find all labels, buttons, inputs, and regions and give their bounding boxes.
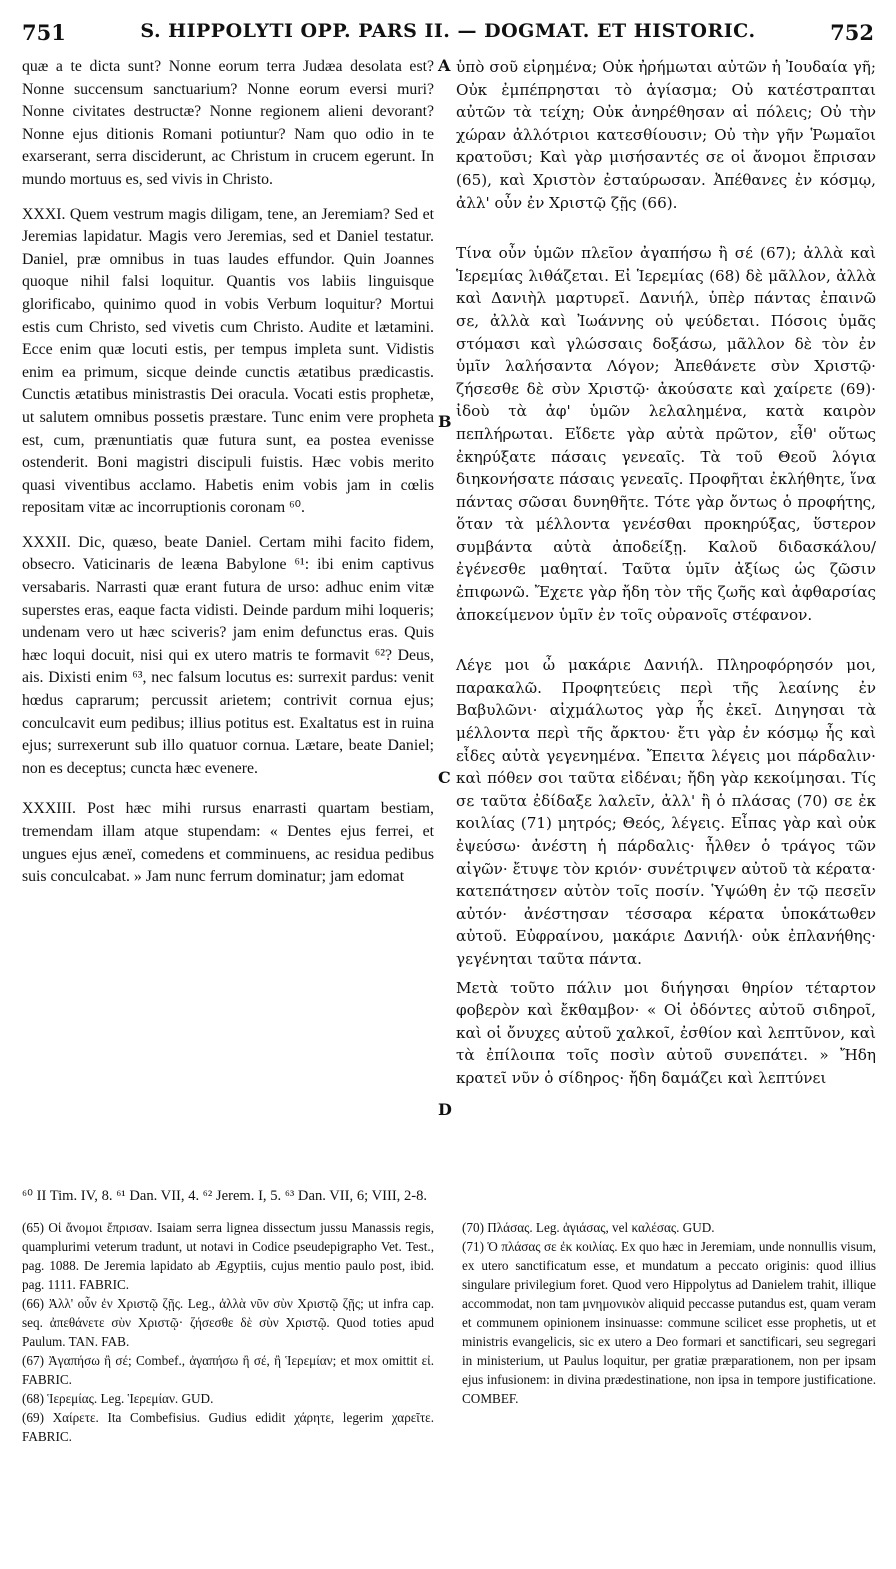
margin-marker-a: A [438,56,451,75]
page-number-right: 752 [830,20,874,45]
margin-marker-b: B [438,412,452,431]
running-title: S. HIPPOLYTI OPP. PARS II. — DOGMAT. ET HISTORIC. [140,20,756,42]
margin-marker-c: C [438,768,451,787]
latin-paragraph-1: quæ a te dicta sunt? Nonne eorum terra Judæa desolata est? Nonne succensum sanctuarium? Nonne eorum eversi muri? Nonne civitates destructæ? Nonne regionem alieni devorant? Nonne ejus ditionis Romani potiuntur? Nam quo odio in te exarserant, serra disciderunt, ac Christum in crucem egerunt. In mundo mortuus es, sed vivis in Christo. [22,58,434,188]
latin-column [22,56,434,889]
note-65: (65) Οἱ ἄνομοι ἔπρισαν. Isaiam serra lignea dissectum jussu Manassis regis, quamplurimi veterum tradunt, ut notavi in Codice pseudepigrapho Vet. Test., pag. 1088. De Jeremia lapidato ab Ægyptiis, cujus mentio paulo post, ibid. pag. 1111. FABRIC. [22,1220,434,1292]
note-70: (70) Πλάσας. Leg. ἁγιάσας, vel καλέσας. GUD. [462,1220,715,1235]
page-header [22,20,874,48]
note-69: (69) Χαίρετε. Ita Combefisius. Gudius edidit χάρητε, legerim χαρεῖτε. FABRIC. [22,1410,434,1444]
latin-paragraph-31: XXXI. Quem vestrum magis diligam, tene, an Jeremiam? Sed et Jeremias lapidatur. Magis vero Jeremias, sed et Daniel testatur. Daniel, præ omnibus in tuas laudes effundor. Quin Joannes quoque nihil falsi loquitur. Quantis vos labiis linguisque glorificabo, quinimo quod in vobis Verbum loquitur? Mortui estis cum Christo, sed vivetis cum Christo. Audite et lætamini. Ecce enim quæ locuti estis, per tempus impleta sunt. Vidistis enim ea primum, sicque deinde cunctis ætatibus prædicastis. Cunctis ætatibus ministrastis Dei oracula. Vocati estis prophetæ, ut salutem omnibus possetis præstare. Tunc enim vere propheta est, cum, prænuntiatis quæ futura sunt, ea postea evenisse ostenderit. Boni magistri discipuli fuistis. Hæc vobis merito quasi viventibus acclamo. Habetis enim vobis jam in cœlis repositam vitæ ac incorruptionis coronam ⁶⁰. [22,205,434,517]
scripture-footnotes: ⁶⁰ II Tim. IV, 8. ⁶¹ Dan. VII, 4. ⁶² Jerem. I, 5. ⁶³ Dan. VII, 6; VIII, 2-8. [22,1188,428,1204]
note-67: (67) Ἀγαπήσω ἢ σέ; Combef., ἀγαπήσω ἢ σέ, ἢ Ἱερεμίαν; et mox omittit εἰ. FABRIC. [22,1353,434,1387]
note-66: (66) Ἀλλ' οὖν ἐν Χριστῷ ζῇς. Leg., ἀλλὰ νῦν σὺν Χριστῷ ζῇς; ut infra cap. seq. ἀπεθάνετε σὺν Χριστῷ· ζήσεσθε δὲ σὺν Χριστῷ. Quod toties apud Paulum. TAN. FAB. [22,1296,434,1349]
note-68: (68) Ἱερεμίας. Leg. Ἱερεμίαν. GUD. [22,1391,214,1406]
greek-paragraph-33: Μετὰ τοῦτο πάλιν μοι διήγησαι θηρίον τέταρτον φοβερὸν καὶ ἔκθαμβον· « Οἱ ὀδόντες αὐτοῦ σιδηροῖ, καὶ οἱ ὄνυχες αὐτοῦ χαλκοῖ, ἐσθίον καὶ λεπτῦνον, καὶ τὰ ἐπίλοιπα τοῖς ποσὶν αὐτοῦ συνεπάτει. » Ἤδη κρατεῖ νῦν ὁ σίδηρος· ἤδη δαμάζει καὶ λεπτύνει [456,978,876,1087]
notes-right-column [462,1218,876,1408]
greek-paragraph-31: Τίνα οὖν ὑμῶν πλεῖον ἀγαπήσω ἢ σέ (67); ἀλλὰ καὶ Ἱερεμίας λιθάζεται. Εἰ Ἱερεμίας (68) δὲ μᾶλλον, ἀλλὰ καὶ Δανιὴλ μαρτυρεῖ. Δανιήλ, ὑπὲρ πάντας ἐπαινῶ σε, ἀλλὰ καὶ Ἰωάννης οὐ ψεύδεται. Πόσοις ὑμᾶς στόμασι καὶ γλώσσαις δοξάσω, μᾶλλον δὲ τὸν ἐν ὑμῖν λαλήσαντα Λόγον; Ἀπεθάνετε σὺν Χριστῷ· ζήσεσθε δὲ σὺν Χριστῷ· ἀκούσατε καὶ χαίρετε (69)· ἰδοὺ τὰ ἀφ' ὑμῶν λελαλημένα, κατὰ καιρὸν πεπλήρωται. Εἴδετε γὰρ αὐτὰ πρῶτον, εἶθ' οὕτως ἐκηρύξατε πάσαις γενεαῖς. Τὰ τοῦ Θεοῦ λόγια διηκονήσατε πάσαις γενεαῖς. Προφῆται ἐκλήθητε, ἵνα πάντας σῶσαι δυνηθῆτε. Τότε γὰρ ὄντως ὁ προφήτης, ὅταν τὰ μέλλοντα γενέσθαι προκηρύξας, ὕστερον συμβάντα αὐτὰ ἀποδείξῃ. Καλοῦ διδασκάλου/ ἐγένεσθε μαθηταί. Ταῦτα ὑμῖν ἀξίως ὡς ζῶσιν ἐπιφωνῶ. Ἔχετε γὰρ ἤδη τὸν τῆς ζωῆς καὶ ἀφθαρσίας ἀποκείμενον ὑμῖν ἐν τοῖς οὐρανοῖς στέφανον. [456,244,876,624]
notes-left-column [22,1218,434,1446]
latin-paragraph-32: XXXII. Dic, quæso, beate Daniel. Certam mihi facito fidem, obsecro. Vaticinaris de leæna Babylone ⁶¹: ibi enim captivus versabaris. Narrasti quæ erant futura de urso: adhuc enim vitæ superstes eras, eaque facta vidisti. Deinde pardum mihi loqueris; undenam vero ut hæc sciveris? jam enim defunctus eras. Quis hæc loqui docuit, nisi qui ex utero matris te formavit ⁶²? Deus, ais. Dixisti enim ⁶³, nec falsum locutus es: surrexit pardus: venit hœdus caprarum; percussit arietem; contrivit cornua ejus; conculcavit eum pedibus; illius potitus est. Exaltatus est in ruina ejus; surrexerunt sub illo quatuor cornua. Lætare, beate Daniel; non es deceptus; cuncta hæc evenere. [22,533,434,777]
greek-paragraph-1: ὑπὸ σοῦ εἰρημένα; Οὐκ ἠρήμωται αὐτῶν ἡ Ἰουδαία γῆ; Οὐκ ἐμπέπρησται τὸ ἁγίασμα; Οὐ κατέστραπται αὐτῶν τὰ τείχη; Οὐκ ἀνηρέθησαν αἱ πόλεις; Οὐ τὴν χώραν ἀλλότριοι κατεσθίουσιν; Οὐ τὴν γῆν Ῥωμαῖοι κρατοῦσι; Καὶ γὰρ μισήσαντές σε οἱ ἄνομοι ἔπρισαν (65), καὶ Χριστὸν ἐσταύρωσαν. Ἀπέθανες ἐν κόσμῳ, ἀλλ' οὖν ἐν Χριστῷ ζῇς (66). [456,58,876,212]
latin-paragraph-33: XXXIII. Post hæc mihi rursus enarrasti quartam bestiam, tremendam illam atque stupendam: « Dentes ejus ferrei, et ungues ejus æneï, comedens et comminuens, ac residua pedibus suis conculcabat. » Jam nunc ferrum dominatur; jam edomat [22,800,434,886]
page-number-left: 751 [22,20,66,45]
greek-column [456,56,876,1090]
note-71: (71) Ὁ πλάσας σε ἐκ κοιλίας. Ex quo hæc in Jeremiam, unde nonnullis visum, ex utero sanctificatum esse, et mundatum a peccato originis: quod illius singulare privilegium foret. Quod vero Hippolytus ad Danielem trahit, illique accommodat, non tam μνημονικὸν aliquid peccasse putandus est, quam veram et communem opinionem insinuasse: commune scilicet esse prophetis, ut et ministris evangelicis, sic ex utero a Deo formari et sanctificari, seu segregari in ministerium, ut Paulus loquitur, per gratiæ præparationem, non per ipsam ejus infusionem: in divina prædestinatione, non ipsa in tempore justificatione. COMBEF. [462,1239,876,1406]
greek-paragraph-32: Λέγε μοι ὦ μακάριε Δανιήλ. Πληροφόρησόν μοι, παρακαλῶ. Προφητεύεις περὶ τῆς λεαίνης ἐν Βαβυλῶνι· αἰχμάλωτος γὰρ ἦς ἐκεῖ. Διηγησαι τὰ μέλλοντα περὶ τῆς ἄρκτου· ἔτι γὰρ ἐν κόσμῳ ἦς καὶ εἶδες αὐτὰ γεγενημένα. Ἔπειτα λέγεις μοι πάρδαλιν· καὶ πόθεν σοι ταῦτα εἰδέναι; ἤδη γὰρ κεκοίμησαι. Τίς σε ταῦτα ἐδίδαξε λαλεῖν, ἀλλ' ἢ ὁ πλάσας (70) σε ἐκ κοιλίας (71) μητρός; Θεός, λέγεις. Εἶπας γὰρ καὶ οὐκ ἐψεύσω· ἀνέστη ἡ πάρδαλις· ἦλθεν ὁ τράγος τῶν αἰγῶν· ἔτυψε τὸν κριόν· συνέτριψεν αὐτοῦ τὰ κέρατα· κατεπάτησεν αὐτὸν τοῖς ποσίν. Ὑψώθη ἐν τῷ πεσεῖν αὐτόν· ἀνέστησαν τέσσαρα κέρατα ὑποκάτωθεν αὐτοῦ. Εὐφραίνου, μακάριε Δανιήλ· οὐκ ἐπλανήθης· γεγένηται ταῦτα πάντα. [456,656,876,968]
margin-marker-d: D [438,1100,452,1119]
